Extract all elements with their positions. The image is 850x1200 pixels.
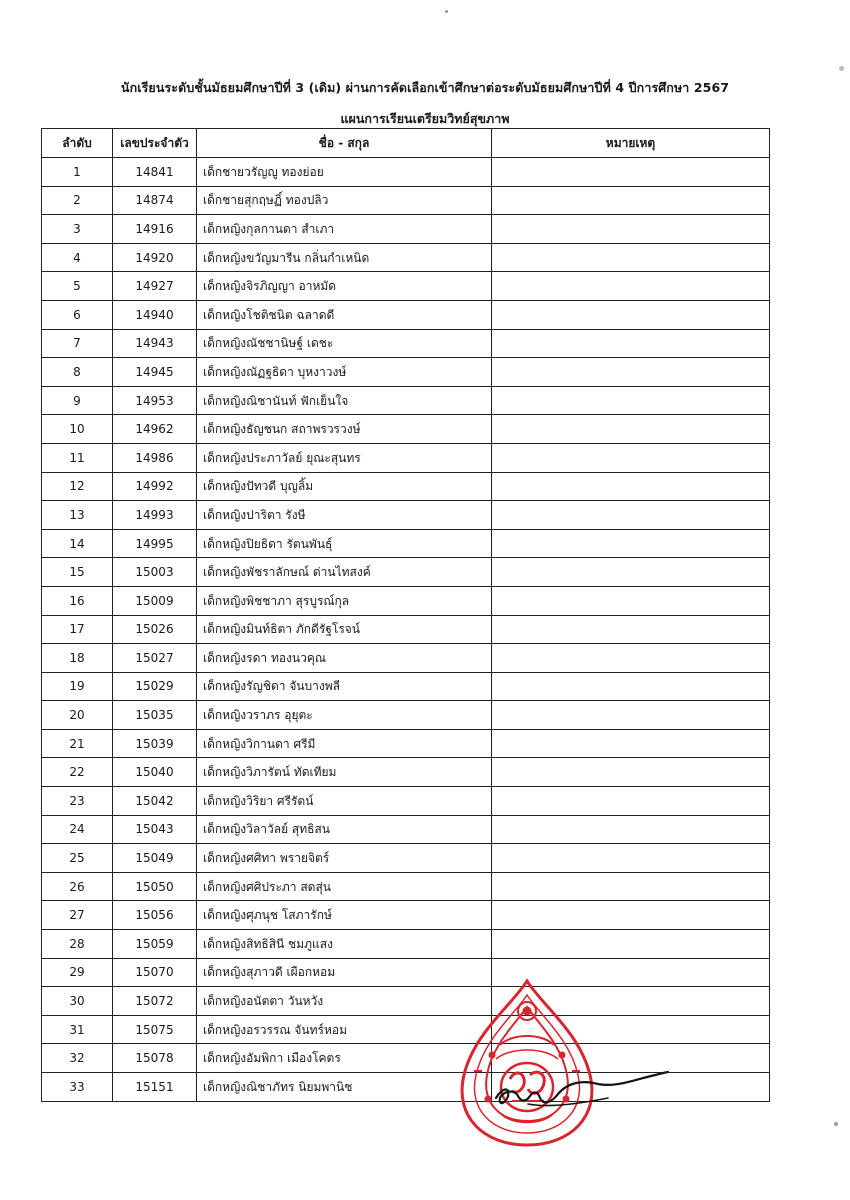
student-id-cell: 15056 (113, 901, 197, 930)
signature-icon (488, 1058, 678, 1118)
student-id-cell: 14874 (113, 186, 197, 215)
document-subtitle: แผนการเรียนเตรียมวิทย์สุขภาพ (340, 111, 510, 126)
student-id-cell: 14993 (113, 501, 197, 530)
student-name-cell: เด็กหญิงวิลาวัลย์ สุทธิสน (197, 815, 492, 844)
table-row (42, 901, 770, 930)
student-name-cell: เด็กหญิงศุภนุช โสภารักษ์ (197, 901, 492, 930)
remark-cell (492, 415, 770, 444)
scan-speck (839, 66, 844, 71)
student-id-cell: 14995 (113, 529, 197, 558)
student-name-cell: เด็กหญิงณัฏฐธิดา บุหงาวงษ์ (197, 358, 492, 387)
student-name-cell: เด็กหญิงปิยธิดา รัตนพันธุ์ (197, 529, 492, 558)
table-row (42, 529, 770, 558)
student-id-cell: 14962 (113, 415, 197, 444)
student-name-cell: เด็กหญิงสิทธิสินี ชมภูแสง (197, 930, 492, 959)
student-name-cell: เด็กหญิงอรวรรณ จันทร์หอม (197, 1015, 492, 1044)
table-row (42, 243, 770, 272)
student-id-cell: 14841 (113, 158, 197, 187)
student-no-cell: 5 (42, 272, 113, 301)
remark-cell (492, 300, 770, 329)
remark-cell (492, 386, 770, 415)
student-no-cell: 26 (42, 872, 113, 901)
scan-speck (445, 10, 448, 13)
student-id-cell: 15050 (113, 872, 197, 901)
student-name-cell: เด็กหญิงวิภารัตน์ ทัดเทียม (197, 758, 492, 787)
header-student-id: เลขประจำตัว (113, 129, 197, 158)
remark-cell (492, 358, 770, 387)
remark-cell (492, 501, 770, 530)
table-row (42, 158, 770, 187)
student-id-cell: 14940 (113, 300, 197, 329)
table-row (42, 844, 770, 873)
remark-cell (492, 158, 770, 187)
student-no-cell: 1 (42, 158, 113, 187)
student-name-cell: เด็กหญิงปัทวดี บุญลิ้ม (197, 472, 492, 501)
student-name-cell: เด็กหญิงมินท์ธิตา ภักดีรัฐโรจน์ (197, 615, 492, 644)
student-id-cell: 15072 (113, 987, 197, 1016)
student-id-cell: 15043 (113, 815, 197, 844)
table-row (42, 958, 770, 987)
student-id-cell: 14986 (113, 443, 197, 472)
student-name-cell: เด็กหญิงณิชาภัทร นิยมพานิช (197, 1073, 492, 1102)
student-no-cell: 33 (42, 1073, 113, 1102)
student-name-cell: เด็กหญิงณิชานันท์ ฟักเย็นใจ (197, 386, 492, 415)
student-id-cell: 14992 (113, 472, 197, 501)
remark-cell (492, 701, 770, 730)
student-id-cell: 15039 (113, 729, 197, 758)
student-name-cell: เด็กหญิงรัญชิดา จันบางพลี (197, 672, 492, 701)
remark-cell (492, 472, 770, 501)
student-name-cell: เด็กหญิงวราภร อุยุตะ (197, 701, 492, 730)
student-name-cell: เด็กชายสุกฤษฏิ์ ทองปลิว (197, 186, 492, 215)
table-row (42, 644, 770, 673)
table-row (42, 729, 770, 758)
student-no-cell: 32 (42, 1044, 113, 1073)
student-id-cell: 15151 (113, 1073, 197, 1102)
student-no-cell: 22 (42, 758, 113, 787)
table-row (42, 215, 770, 244)
student-id-cell: 14953 (113, 386, 197, 415)
student-id-cell: 15003 (113, 558, 197, 587)
student-no-cell: 17 (42, 615, 113, 644)
student-id-cell: 14920 (113, 243, 197, 272)
student-id-cell: 14943 (113, 329, 197, 358)
scan-speck (834, 1122, 838, 1126)
table-row (42, 872, 770, 901)
student-no-cell: 28 (42, 930, 113, 959)
student-no-cell: 24 (42, 815, 113, 844)
remark-cell (492, 329, 770, 358)
student-no-cell: 8 (42, 358, 113, 387)
student-name-cell: เด็กหญิงธัญชนก สถาพรวรวงษ์ (197, 415, 492, 444)
student-name-cell: เด็กหญิงวิริยา ศรีรัตน์ (197, 787, 492, 816)
remark-cell (492, 872, 770, 901)
student-id-cell: 14916 (113, 215, 197, 244)
remark-cell (492, 644, 770, 673)
table-row (42, 386, 770, 415)
table-row (42, 930, 770, 959)
student-no-cell: 13 (42, 501, 113, 530)
student-name-cell: เด็กหญิงจิรภิญญา อาหมัด (197, 272, 492, 301)
remark-cell (492, 901, 770, 930)
student-no-cell: 7 (42, 329, 113, 358)
table-row (42, 987, 770, 1016)
student-no-cell: 23 (42, 787, 113, 816)
student-name-cell: เด็กหญิงศศิประภา สดสุ่น (197, 872, 492, 901)
student-name-cell: เด็กหญิงรดา ทองนวคุณ (197, 644, 492, 673)
remark-cell (492, 729, 770, 758)
student-id-cell: 15009 (113, 586, 197, 615)
student-no-cell: 27 (42, 901, 113, 930)
student-id-cell: 15070 (113, 958, 197, 987)
student-name-cell: เด็กหญิงพัชราลักษณ์ ด่านไทสงค์ (197, 558, 492, 587)
student-name-cell: เด็กหญิงวิกานดา ศรีมี (197, 729, 492, 758)
remark-cell (492, 787, 770, 816)
student-id-cell: 15035 (113, 701, 197, 730)
student-no-cell: 2 (42, 186, 113, 215)
table-row (42, 329, 770, 358)
remark-cell (492, 215, 770, 244)
student-table (41, 128, 770, 1102)
table-row (42, 443, 770, 472)
student-no-cell: 29 (42, 958, 113, 987)
table-row (42, 672, 770, 701)
student-name-cell: เด็กหญิงพิชชาภา สุรบูรณ์กุล (197, 586, 492, 615)
student-no-cell: 30 (42, 987, 113, 1016)
student-no-cell: 18 (42, 644, 113, 673)
student-id-cell: 15075 (113, 1015, 197, 1044)
table-row (42, 186, 770, 215)
remark-cell (492, 586, 770, 615)
header-no: ลำดับ (42, 129, 113, 158)
student-no-cell: 20 (42, 701, 113, 730)
table-header-row (42, 129, 770, 158)
student-no-cell: 3 (42, 215, 113, 244)
table-row (42, 787, 770, 816)
student-name-cell: เด็กหญิงขวัญมารีน กลิ่นกำเหนิด (197, 243, 492, 272)
remark-cell (492, 443, 770, 472)
remark-cell (492, 758, 770, 787)
student-no-cell: 14 (42, 529, 113, 558)
table-row (42, 415, 770, 444)
remark-cell (492, 815, 770, 844)
table-row (42, 300, 770, 329)
table-row (42, 272, 770, 301)
remark-cell (492, 672, 770, 701)
remark-cell (492, 930, 770, 959)
document-title: นักเรียนระดับชั้นมัธยมศึกษาปีที่ 3 (เดิม) ผ่านการคัดเลือกเข้าศึกษาต่อระดับมัธยมศึกษาปีที่ 4 ปีการศึกษา 2567 (120, 80, 730, 95)
table-row (42, 758, 770, 787)
remark-cell (492, 529, 770, 558)
table-row (42, 701, 770, 730)
student-name-cell: เด็กหญิงอัมพิกา เมืองโคตร (197, 1044, 492, 1073)
student-id-cell: 15027 (113, 644, 197, 673)
student-no-cell: 15 (42, 558, 113, 587)
student-no-cell: 16 (42, 586, 113, 615)
student-no-cell: 10 (42, 415, 113, 444)
header-name: ชื่อ - สกุล (197, 129, 492, 158)
student-name-cell: เด็กชายวรัญญู ทองย่อย (197, 158, 492, 187)
student-name-cell: เด็กหญิงณัชชานิษฐ์ เดชะ (197, 329, 492, 358)
table-row (42, 586, 770, 615)
student-no-cell: 4 (42, 243, 113, 272)
student-name-cell: เด็กหญิงสุภาวดี เผือกหอม (197, 958, 492, 987)
remark-cell (492, 272, 770, 301)
student-name-cell: เด็กหญิงโชติชนิต ฉลาดดี (197, 300, 492, 329)
student-id-cell: 15040 (113, 758, 197, 787)
student-no-cell: 25 (42, 844, 113, 873)
student-no-cell: 9 (42, 386, 113, 415)
header-remark: หมายเหตุ (492, 129, 770, 158)
remark-cell (492, 615, 770, 644)
student-no-cell: 6 (42, 300, 113, 329)
remark-cell (492, 186, 770, 215)
remark-cell (492, 558, 770, 587)
student-name-cell: เด็กหญิงกุลกานดา สำเภา (197, 215, 492, 244)
student-no-cell: 19 (42, 672, 113, 701)
table-row (42, 472, 770, 501)
table-row (42, 358, 770, 387)
table-row (42, 815, 770, 844)
table-row (42, 1015, 770, 1044)
student-name-cell: เด็กหญิงอนัตตา วันหวัง (197, 987, 492, 1016)
remark-cell (492, 844, 770, 873)
student-no-cell: 21 (42, 729, 113, 758)
table-row (42, 615, 770, 644)
student-name-cell: เด็กหญิงประภาวัลย์ ยุณะสุนทร (197, 443, 492, 472)
student-no-cell: 11 (42, 443, 113, 472)
student-id-cell: 15029 (113, 672, 197, 701)
student-id-cell: 15026 (113, 615, 197, 644)
table-row (42, 558, 770, 587)
student-id-cell: 14945 (113, 358, 197, 387)
remark-cell (492, 243, 770, 272)
table-body (42, 158, 770, 1102)
student-no-cell: 12 (42, 472, 113, 501)
student-id-cell: 14927 (113, 272, 197, 301)
student-no-cell: 31 (42, 1015, 113, 1044)
student-id-cell: 15042 (113, 787, 197, 816)
student-name-cell: เด็กหญิงศศิทา พรายจิตร์ (197, 844, 492, 873)
table-row (42, 501, 770, 530)
student-id-cell: 15059 (113, 930, 197, 959)
student-id-cell: 15049 (113, 844, 197, 873)
student-id-cell: 15078 (113, 1044, 197, 1073)
student-name-cell: เด็กหญิงปาริตา รังษี (197, 501, 492, 530)
